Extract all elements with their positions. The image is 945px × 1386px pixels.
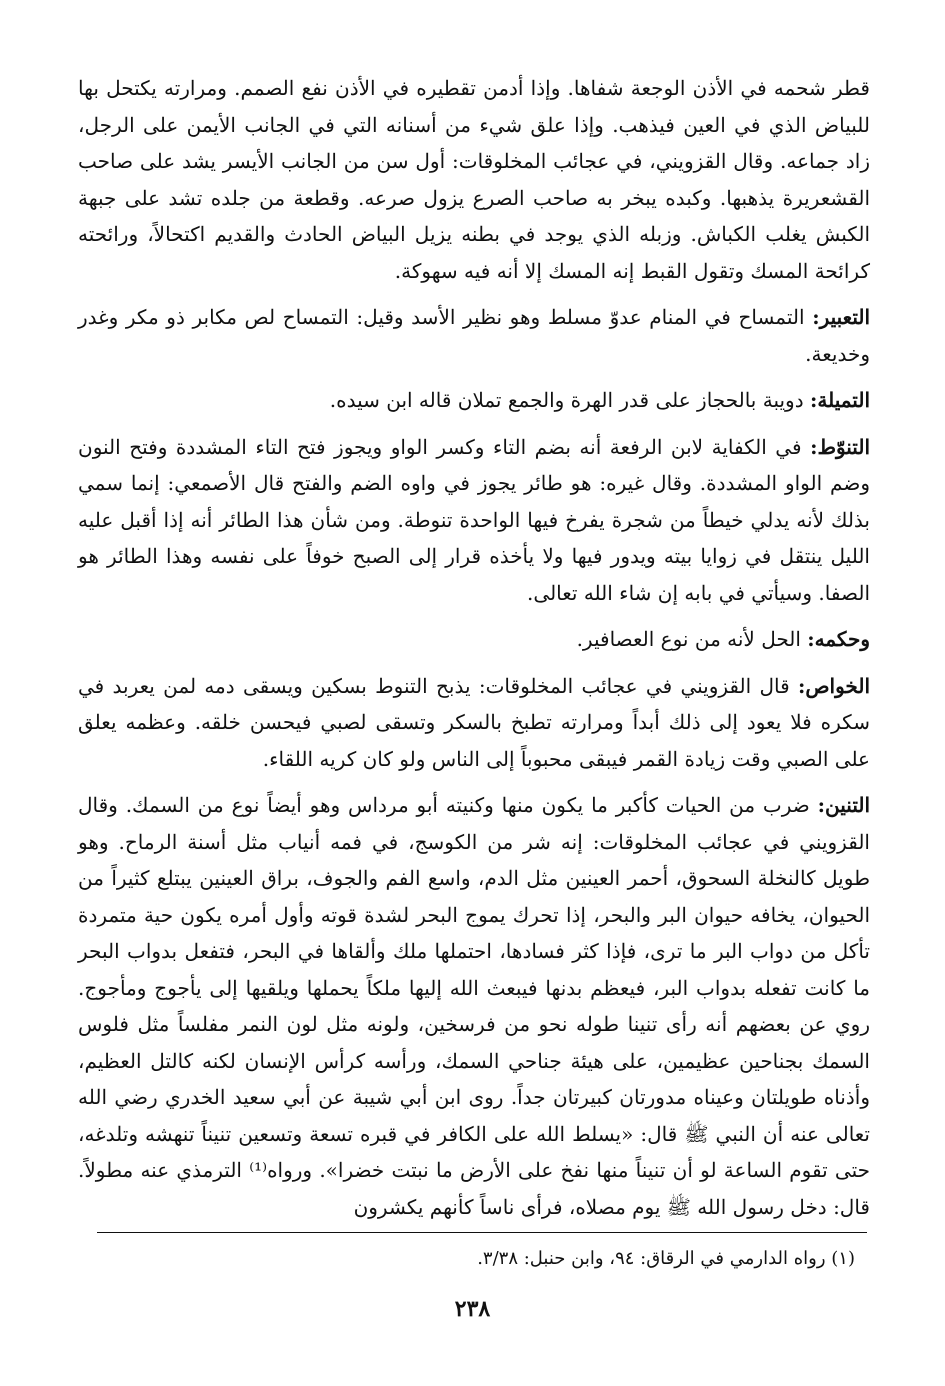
paragraph-dream-interpretation xyxy=(78,299,870,372)
paragraph-tinnin xyxy=(78,787,870,1225)
paragraph-text: قال القزويني في عجائب المخلوقات: يذبح التنوط بسكين ويسقى دمه لمن يعربد في سكره فلا يعود إلى ذلك أبداً ومرارته تطبخ بالسكر وتسقى لصبي فيحسن خلقه. وعظمه يعلق على الصبي وقت زيادة القمر فيبقى محبوباً إلى الناس ولو كان كريه اللقاء. xyxy=(78,673,870,771)
paragraph-heading: التنين: xyxy=(817,793,871,817)
paragraph-properties xyxy=(78,668,870,778)
paragraph-text: دويبة بالحجاز على قدر الهرة والجمع تملان قاله ابن سيده. xyxy=(329,388,804,412)
paragraph-heading: التميلة: xyxy=(809,388,870,412)
paragraph-heading: التنوّط: xyxy=(810,434,870,459)
paragraph-text: التمساح في المنام عدوّ مسلط وهو نظير الأسد وقيل: التمساح لص مكابر ذو مكر وغدر وخديعة. xyxy=(78,305,870,366)
paragraph-ruling xyxy=(78,621,870,658)
paragraph-heading: وحكمه: xyxy=(807,627,870,651)
paragraph-text: ضرب من الحيات كأكبر ما يكون منها وكنيته أبو مرداس وهو أيضاً نوع من السمك. وقال القزويني في عجائب المخلوقات: إنه شر من الكوسج، في فمه أنياب مثل أسنة الرماح. وهو طويل كالنخلة السحوق، أحمر العينين مثل الدم، واسع الفم والجوف، براق العينين يبتلع كثيراً من الحيوان، يخافه حيوان البر والبحر، إذا تحرك يموج البحر لشدة قوته وأول أمره يكون حية متمردة تأكل من دواب البر ما ترى، فإذا كثر فسادها، احتملها ملك وألقاها في البحر، فتفعل بدواب البحر ما كانت تفعله بدواب البر، فيعظم بدنها فيبعث الله إليها ملكاً يحملها ويلقيها إلى يأجوج ومأجوج. روي عن بعضهم أنه رأى تنينا طوله نحو من فرسخين، ولونه مثل لون النمر مفلساً مثل فلوس السمك بجناحين عظيمين، على هيئة جناحي السمك، ورأسه كرأس الإنسان لكنه كالتل العظيم، وأذناه طويلتان وعيناه مدورتان كبيرتان جداً. روى ابن أبي شيبة عن أبي سعيد الخدري رضي الله تعالى عنه أن النبي ﷺ قال: «يسلط الله على الكافر في قبره تسعة وتسعين تنيناً تنهشه وتلدغه، حتى تقوم الساعة لو أن تنيناً منها نفخ على الأرض ما نبتت خضرا». ورواه⁽¹⁾ الترمذي عنه مطولاً. قال: دخل رسول الله ﷺ يوم مصلاه، فرأى ناساً كأنهم يكشرون xyxy=(78,793,871,1219)
paragraph-text: في الكفاية لابن الرفعة أنه بضم التاء وكسر الواو ويجوز فتح التاء المشددة وفتح النون وضم الواو المشددة. وقال غيره: هو طائر يجوز في واوه الضم والفتح قال الأصمعي: إنما سمي بذلك لأنه يدلي خيطاً من شجرة يفرخ فيها الواحدة تنوطة. ومن شأن هذا الطائر أنه إذا أقبل عليه الليل ينتقل في زوايا بيته ويدور فيها ولا يأخذه قرار إلى الصبح خوفاً على نفسه وهذا الطائر هو الصفا. وسيأتي في بابه إن شاء الله تعالى. xyxy=(78,434,870,605)
paragraph-text: الحل لأنه من نوع العصافير. xyxy=(576,627,801,651)
paragraph-heading: الخواص: xyxy=(797,673,870,698)
footnote: (١) رواه الدارمي في الرقاق: ٩٤، وابن حنبل: ٣/٣٨. xyxy=(477,1248,855,1269)
page-body xyxy=(78,70,870,1235)
paragraph-heading: التعبير: xyxy=(812,305,871,329)
page-number: ٢٣٨ xyxy=(454,1296,491,1322)
paragraph-tanawwut xyxy=(78,429,870,612)
footnote-divider xyxy=(97,1232,867,1233)
paragraph-crocodile-properties xyxy=(78,70,870,289)
paragraph-text: قطر شحمه في الأذن الوجعة شفاها. وإذا أدمن تقطيره في الأذن نفع الصمم. ومرارته يكتحل بها للبياض الذي في العين فيذهب. وإذا علق شيء من أسنانه التي في الجانب الأيمن على الرجل، زاد جماعه. وقال القزويني، في عجائب المخلوقات: أول سن من الجانب الأيسر يشد على صاحب القشعريرة يذهبها. وكبده يبخر به صاحب الصرع يزول صرعه. وقطعة من جلده تشد على جبهة الكبش يغلب الكباش. وزبله الذي يوجد في بطنه يزيل البياض الحادث والقديم اكتحالاً، ورائحته كرائحة المسك وتقول القبط إنه المسك إلا أنه فيه سهوكة. xyxy=(78,76,870,283)
paragraph-tamila xyxy=(78,382,870,419)
